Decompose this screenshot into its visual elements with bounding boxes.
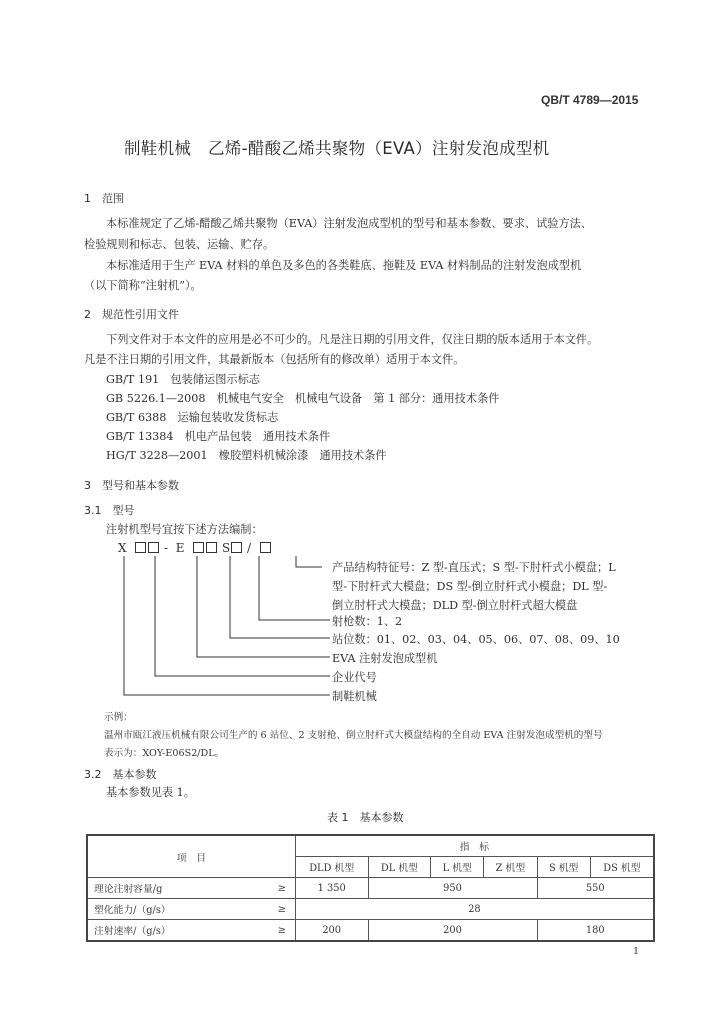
model-code-s: S (221, 541, 231, 555)
legend-company-code: 企业代号 (332, 671, 377, 684)
section-1-paragraph-1-line-1: 本标准规定了乙烯-醋酸乙烯共聚物（EVA）注射发泡成型机的型号和基本参数、要求、试验方法、 (106, 217, 593, 230)
table-cell: 550 (537, 878, 654, 899)
table-row-symbol: ≥ (269, 899, 296, 920)
model-code-e: E (175, 541, 185, 555)
legend-structure-line-1: 产品结构特征号：Z 型-直压式；S 型-下肘杆式小模盘；L (332, 561, 616, 574)
table-row (87, 878, 654, 899)
standard-number: QB/T 4789—2015 (541, 93, 639, 107)
table-column-header: S 机型 (537, 857, 590, 878)
section-3-1-heading: 3.1 型号 (84, 504, 135, 517)
section-3-2-text: 基本参数见表 1。 (106, 786, 195, 799)
table-column-header: L 机型 (431, 857, 484, 878)
reference-item: GB/T 6388 运输包装收发货标志 (106, 411, 279, 424)
table-cell: 180 (537, 920, 654, 942)
reference-item: GB/T 191 包装储运图示标志 (106, 373, 260, 386)
section-1-paragraph-1-line-2: 检验规则和标志、包装、运输、贮存。 (84, 238, 275, 251)
document-title: 制鞋机械 乙烯-醋酸乙烯共聚物（EVA）注射发泡成型机 (124, 139, 550, 158)
table-cell: 950 (368, 878, 537, 899)
model-code-dash: - (164, 541, 169, 555)
example-line-2: 表示为：XOY-E06S2/DL。 (104, 748, 225, 759)
section-1-paragraph-2-line-2: （以下简称“注射机”）。 (84, 279, 202, 292)
model-code-x: X (118, 541, 127, 555)
legend-shoe-machinery: 制鞋机械 (332, 690, 377, 703)
table-column-header: DL 机型 (368, 857, 431, 878)
section-3-2-heading: 3.2 基本参数 (84, 768, 157, 781)
section-1-heading: 1 范围 (84, 192, 124, 205)
table-row (87, 899, 654, 920)
table-row-label: 理论注射容量/g (87, 878, 269, 899)
table-cell: 28 (295, 899, 654, 920)
example-line-1: 温州市瓯江液压机械有限公司生产的 6 站位、2 支射枪、倒立肘杆式大模盘结构的全自动 EVA 注射发泡成型机的型号 (104, 730, 603, 741)
table-header-index: 指 标 (295, 835, 654, 857)
section-3-1-text: 注射机型号宜按下述方法编制： (106, 523, 263, 536)
reference-item: GB 5226.1—2008 机械电气安全 机械电气设备 第 1 部分：通用技术条件 (106, 392, 500, 405)
section-2-intro-line-2: 凡是不注日期的引用文件，其最新版本（包括所有的修改单）适用于本文件。 (84, 353, 465, 366)
table-1-caption: 表 1 基本参数 (327, 811, 404, 824)
table-row (87, 920, 654, 942)
section-1-paragraph-2-line-1: 本标准适用于生产 EVA 材料的单色及多色的各类鞋底、拖鞋及 EVA 材料制品的注射发泡成型机 (106, 259, 582, 272)
table-row-label: 塑化能力/（g/s） (87, 899, 269, 920)
reference-item: HG/T 3228—2001 橡胶塑料机械涂漆 通用技术条件 (106, 449, 387, 462)
table-1 (86, 834, 655, 942)
table-row-label: 注射速率/（g/s） (87, 920, 269, 942)
section-2-intro-line-1: 下列文件对于本文件的应用是必不可少的。凡是注日期的引用文件，仅注日期的版本适用于本文件。 (106, 333, 599, 346)
reference-item: GB/T 13384 机电产品包装 通用技术条件 (106, 430, 331, 443)
legend-eva-machine: EVA 注射发泡成型机 (332, 652, 438, 665)
table-row-symbol: ≥ (269, 920, 296, 942)
table-column-header: Z 机型 (484, 857, 537, 878)
table-column-header: DLD 机型 (295, 857, 368, 878)
legend-structure-line-2: 型-下肘杆式大模盘；DS 型-倒立肘杆式小模盘；DL 型- (332, 580, 608, 593)
legend-gun-count: 射枪数：1、2 (332, 615, 403, 628)
table-row-symbol: ≥ (269, 878, 296, 899)
table-column-header: DS 机型 (590, 857, 654, 878)
section-2-heading: 2 规范性引用文件 (84, 308, 179, 321)
table-cell: 200 (295, 920, 368, 942)
example-label: 示例： (104, 712, 133, 723)
table-header-item: 项 目 (87, 835, 295, 878)
table-cell: 1 350 (295, 878, 368, 899)
page-number: 1 (633, 946, 640, 957)
legend-structure-line-3: 倒立肘杆式大模盘；DLD 型-倒立肘杆式超大模盘 (332, 599, 578, 612)
model-code-slash: / (247, 541, 252, 555)
section-3-heading: 3 型号和基本参数 (84, 479, 179, 492)
table-cell: 200 (368, 920, 537, 942)
legend-station-count: 站位数：01、02、03、04、05、06、07、08、09、10 (332, 633, 620, 646)
